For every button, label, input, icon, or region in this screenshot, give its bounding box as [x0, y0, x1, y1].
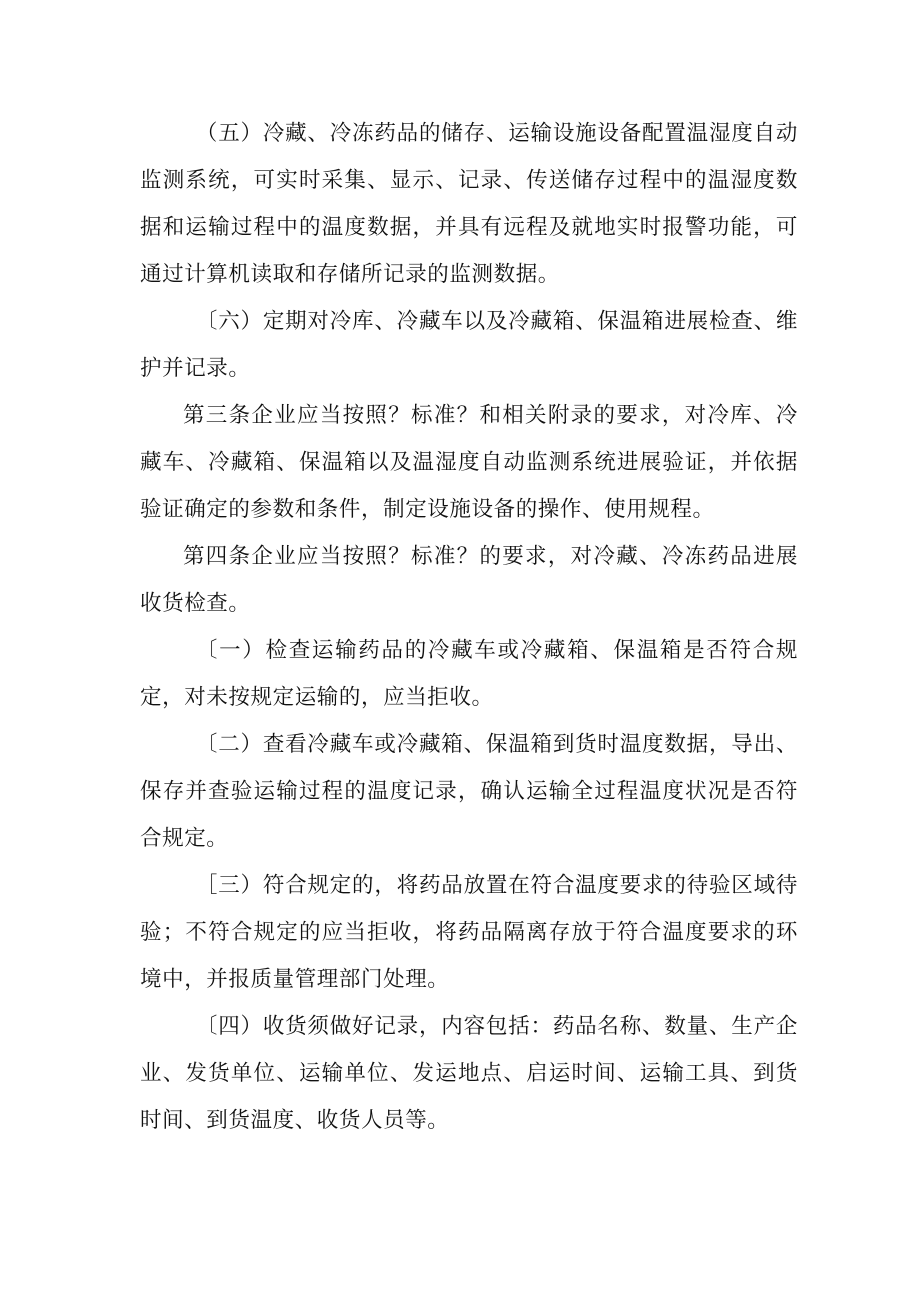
paragraph-item-5-monitoring-system: （五）冷藏、冷冻药品的储存、运输设施设备配置温湿度自动监测系统，可实时采集、显示、记录、传送储存过程中的温湿度数据和运输过程中的温度数据，并具有远程及就地实时报警功能，可通过计算机读取和存储所记录的监测数据。: [140, 121, 798, 287]
paragraph-item-4-records: 〔四）收货须做好记录，内容包括：药品名称、数量、生产企业、发货单位、运输单位、发运地点、启运时间、运输工具、到货时间、到货温度、收货人员等。: [140, 1014, 798, 1133]
paragraph-item-2-temperature-data: 〔二）查看冷藏车或冷藏箱、保温箱到货时温度数据，导出、保存并查验运输过程的温度记录，确认运输全过程温度状况是否符合规定。: [140, 732, 798, 851]
document-body: [140, 110, 798, 1144]
paragraph-article-4-receiving: 第四条企业应当按照？标准？的要求，对冷藏、冷冻药品进展收货检查。: [140, 544, 798, 616]
paragraph-item-1-inspect-vehicle: 〔一）检查运输药品的冷藏车或冷藏箱、保温箱是否符合规定，对未按规定运输的，应当拒收。: [140, 638, 798, 710]
paragraph-article-3-validation: 第三条企业应当按照？标准？和相关附录的要求，对冷库、冷藏车、冷藏箱、保温箱以及温湿度自动监测系统进展验证，并依据验证确定的参数和条件，制定设施设备的操作、使用规程。: [140, 403, 798, 522]
paragraph-item-6-maintenance: 〔六）定期对冷库、冷藏车以及冷藏箱、保温箱进展检查、维护并记录。: [140, 309, 798, 381]
paragraph-item-3-quarantine: ［三）符合规定的，将药品放置在符合温度要求的待验区域待验；不符合规定的应当拒收，将药品隔离存放于符合温度要求的环境中，并报质量管理部门处理。: [140, 873, 798, 992]
